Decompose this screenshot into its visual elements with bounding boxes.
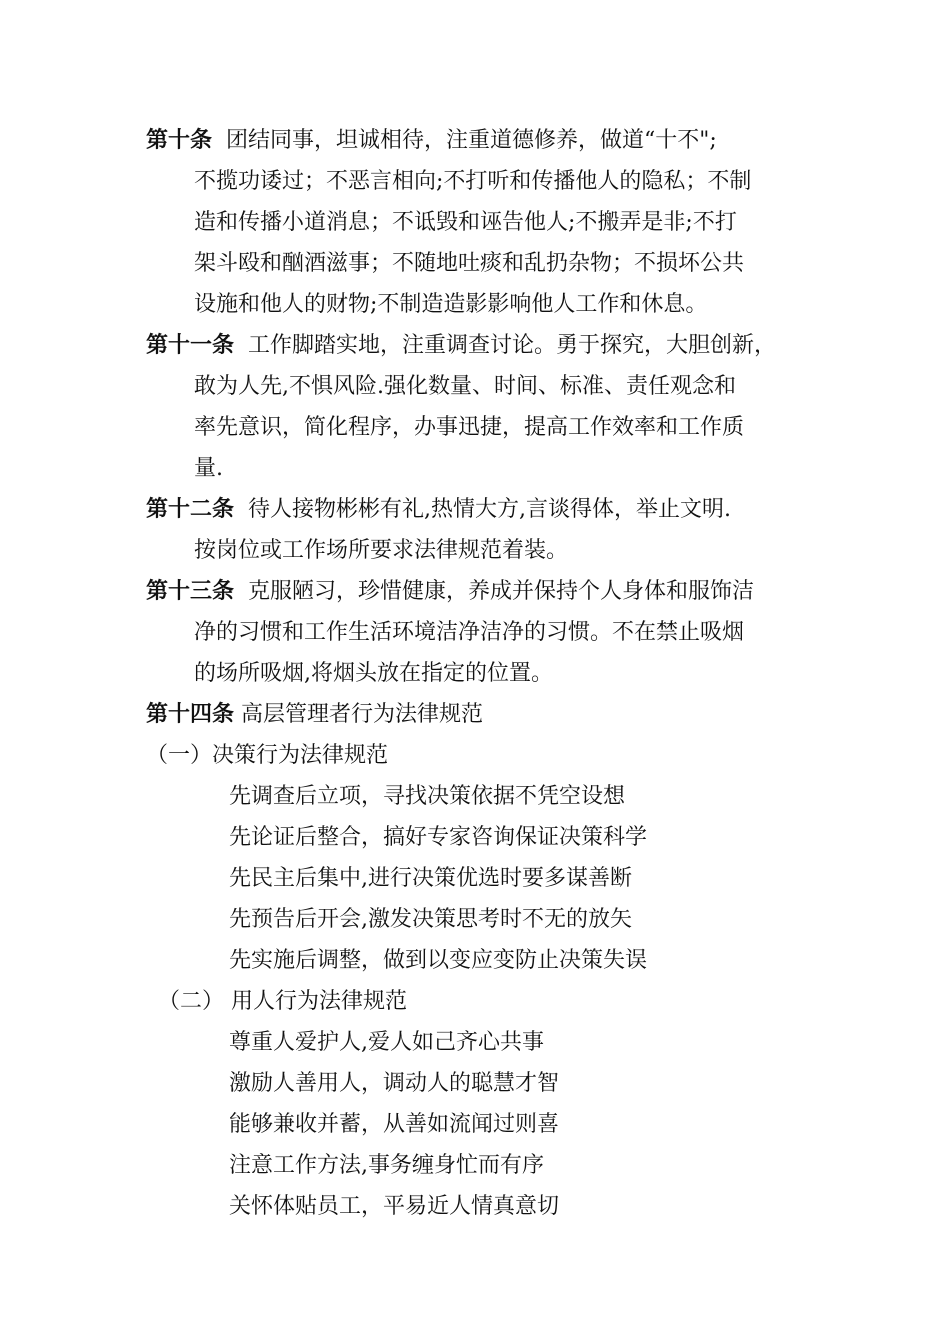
article-11: [146, 325, 826, 489]
article-heading: 第十四条: [146, 701, 235, 727]
article-line: 不揽功诿过；不恶言相向;不打听和传播他人的隐私；不制: [194, 169, 752, 194]
list-item: 先调查后立项，寻找决策依据不凭空设想: [229, 784, 626, 809]
article-line: 率先意识，简化程序，办事迅捷，提高工作效率和工作质: [194, 415, 745, 440]
article-text: 克服陋习，珍惜健康，养成并保持个人身体和服饰洁: [248, 579, 755, 604]
article-first-line: [146, 489, 826, 530]
list-item: 关怀体贴员工，平易近人情真意切: [229, 1194, 560, 1219]
article-line: 净的习惯和工作生活环境洁净洁净的习惯。不在禁止吸烟: [194, 620, 745, 645]
article-heading: 第十条: [146, 127, 213, 153]
list-item: 尊重人爱护人,爱人如己齐心共事: [229, 1030, 544, 1055]
article-line: 架斗殴和酗酒滋事；不随地吐痰和乱扔杂物；不损坏公共: [194, 251, 745, 276]
article-line: 敢为人先,不惧风险.强化数量、时间、标准、责任观念和: [194, 374, 736, 399]
list-item: 先论证后整合，搞好专家咨询保证决策科学: [229, 825, 648, 850]
article-line: 按岗位或工作场所要求法律规范着装。: [194, 538, 569, 563]
article-line: 造和传播小道消息；不诋毁和诬告他人;不搬弄是非;不打: [194, 210, 737, 235]
article-first-line: [146, 325, 826, 366]
article-13: [146, 571, 826, 694]
article-line: 设施和他人的财物;不制造造影影响他人工作和休息。: [194, 292, 708, 317]
article-first-line: [146, 694, 826, 735]
article-10: [146, 120, 826, 325]
list-item: 能够兼收并蓄，从善如流闻过则喜: [229, 1112, 560, 1137]
section-title-decision: （一）决策行为法律规范: [146, 743, 389, 768]
list-item: 激励人善用人，调动人的聪慧才智: [229, 1071, 560, 1096]
article-text: 团结同事，坦诚相待，注重道德修养，做道“十不";: [226, 128, 717, 153]
list-item: 先民主后集中,进行决策优选时要多谋善断: [229, 866, 632, 891]
list-item: 注意工作方法,事务缠身忙而有序: [229, 1153, 544, 1178]
article-text: 待人接物彬彬有礼,热情大方,言谈得体，举止文明.: [248, 497, 731, 522]
article-text: 高层管理者行为法律规范: [241, 702, 484, 727]
article-12: [146, 489, 826, 571]
article-heading: 第十二条: [146, 496, 235, 522]
section-title-personnel: （二） 用人行为法律规范: [158, 989, 407, 1014]
article-line: 量.: [194, 456, 223, 481]
list-item: 先预告后开会,激发决策思考时不无的放矢: [229, 907, 632, 932]
list-item: 先实施后调整，做到以变应变防止决策失误: [229, 948, 648, 973]
article-line: 的场所吸烟,将烟头放在指定的位置。: [194, 661, 553, 686]
article-heading: 第十三条: [146, 578, 235, 604]
article-first-line: [146, 120, 826, 161]
article-14: [146, 694, 826, 735]
article-text: 工作脚踏实地，注重调查讨论。勇于探究，大胆创新，: [248, 333, 777, 358]
article-first-line: [146, 571, 826, 612]
article-heading: 第十一条: [146, 332, 235, 358]
